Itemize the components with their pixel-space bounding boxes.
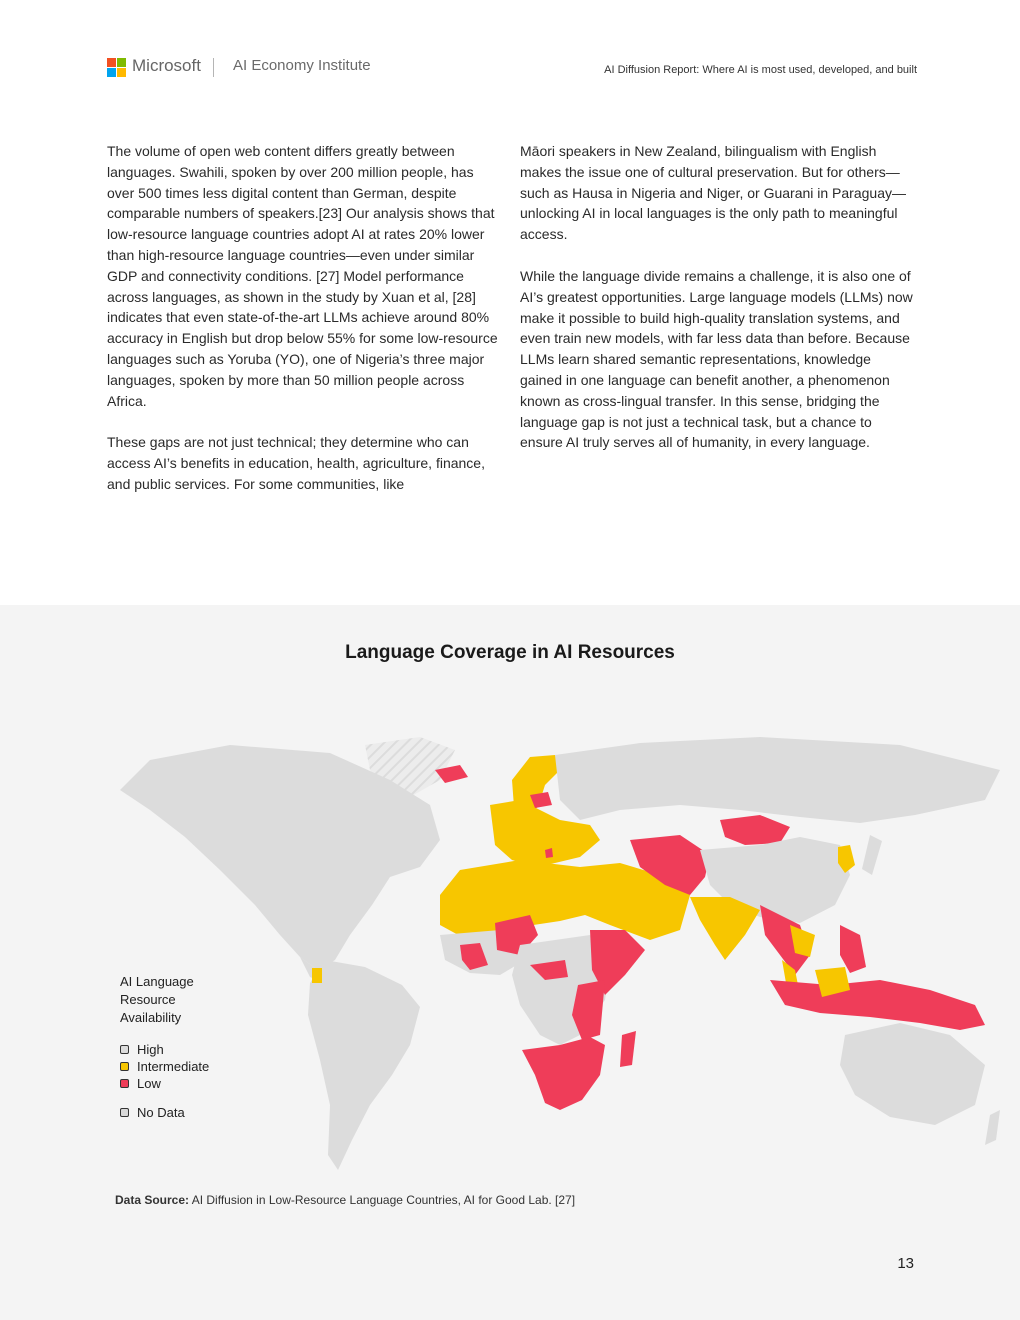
legend-item-high bbox=[120, 1041, 230, 1058]
world-map bbox=[0, 605, 1020, 1320]
no-data-swatch-icon bbox=[120, 1108, 129, 1117]
intermediate-swatch-icon bbox=[120, 1062, 129, 1071]
russia-region bbox=[555, 737, 1000, 823]
page-number: 13 bbox=[897, 1255, 914, 1272]
institute-name: AI Economy Institute bbox=[233, 57, 371, 74]
high-swatch-icon bbox=[120, 1045, 129, 1054]
legend-label: No Data bbox=[137, 1105, 185, 1120]
madagascar-region bbox=[620, 1031, 636, 1067]
southern-africa-region bbox=[522, 1037, 605, 1110]
japan-region bbox=[862, 835, 882, 875]
legend-label: Intermediate bbox=[137, 1059, 210, 1074]
legend-item-intermediate bbox=[120, 1058, 230, 1075]
south-america-region bbox=[308, 960, 420, 1170]
new-zealand-region bbox=[985, 1110, 1000, 1145]
data-source bbox=[115, 1193, 575, 1207]
paragraph: While the language divide remains a challenge, it is also one of AI’s greatest opportunities. Large language models (LLMs) now make it possible to build high-quality translation systems, and even train new models, with far less data than before. Because LLMs learn shared semantic representations, knowledge gained in one language can benefit another, a phenomenon known as cross-lingual transfer. In this sense, bridging the language gap is not just a technical task, but a chance to ensure AI truly serves all of humanity, in every language. bbox=[520, 267, 913, 451]
australia-region bbox=[840, 1023, 985, 1125]
report-title: AI Diffusion Report: Where AI is most used, developed, and built bbox=[604, 64, 917, 76]
page-header bbox=[107, 56, 917, 86]
legend-label: Low bbox=[137, 1076, 161, 1091]
india-region bbox=[690, 897, 760, 960]
brand-name: Microsoft bbox=[132, 56, 201, 75]
source-label: Data Source: bbox=[115, 1193, 190, 1207]
source-text: AI Diffusion in Low-Resource Language Countries, AI for Good Lab. [27] bbox=[189, 1193, 576, 1207]
microsoft-logo-icon bbox=[107, 58, 126, 77]
legend-item-no-data bbox=[120, 1104, 230, 1121]
legend-title: AI Language Resource Availability bbox=[120, 974, 194, 1025]
left-column bbox=[107, 141, 502, 516]
map-figure bbox=[0, 605, 1020, 1320]
map-legend bbox=[120, 973, 230, 1121]
guiana-region bbox=[312, 968, 322, 983]
paragraph: Māori speakers in New Zealand, bilingualism with English makes the issue one of cultural preservation. But for others—such as Hausa in Nigeria and Niger, or Guarani in Paraguay—unlocking AI in local languages is the only path to meaningful access. bbox=[520, 143, 906, 243]
right-column bbox=[520, 141, 915, 474]
paragraph: The volume of open web content differs greatly between languages. Swahili, spoken by over 200 million people, has over 500 times less digital content than German, despite comparable numbers of speakers.[23] Our analysis shows that low-resource language countries adopt AI at rates 20% lower than high-resource language countries—even under similar GDP and connectivity conditions. [27] Model performance across languages, as shown in the study by Xuan et al, [28] indicates that even state-of-the-art LLMs achieve around 80% accuracy in English but drop below 55% for some low-resource languages such as Yoruba (YO), one of Nigeria’s three major languages, spoken by more than 50 million people across Africa. bbox=[107, 143, 498, 409]
legend-label: High bbox=[137, 1042, 164, 1057]
paragraph: These gaps are not just technical; they determine who can access AI’s benefits in education, health, agriculture, finance, and public services. For some communities, like bbox=[107, 434, 485, 492]
header-divider bbox=[213, 58, 214, 77]
low-swatch-icon bbox=[120, 1079, 129, 1088]
indonesia-region bbox=[770, 980, 985, 1030]
map-title: Language Coverage in AI Resources bbox=[345, 642, 675, 663]
mongolia-region bbox=[720, 815, 790, 845]
philippines-region bbox=[840, 925, 866, 973]
legend-item-low bbox=[120, 1075, 230, 1092]
